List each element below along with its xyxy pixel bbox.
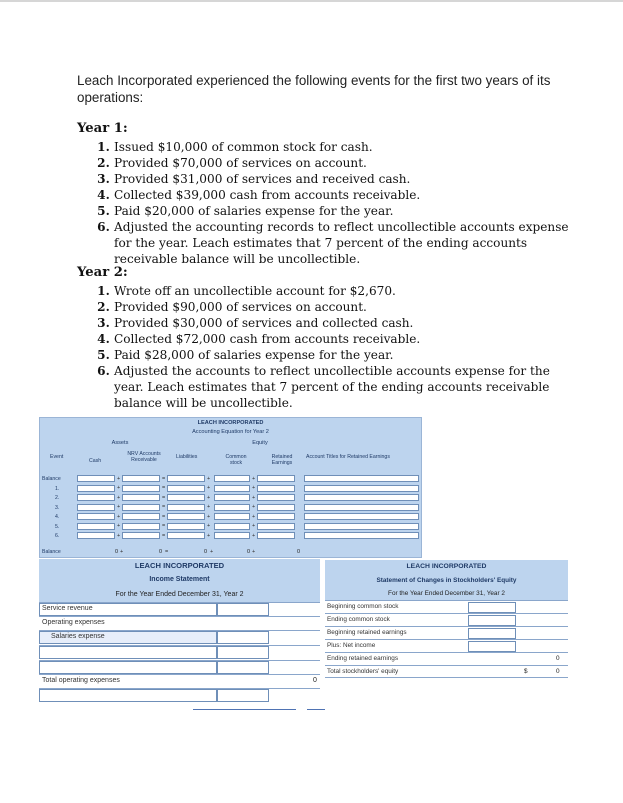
ending-cs-input[interactable] — [468, 615, 516, 626]
amount-input[interactable] — [167, 485, 205, 492]
equals-sign: = — [162, 513, 166, 520]
revenue-amount-input[interactable] — [217, 603, 269, 616]
year1-section — [77, 121, 577, 267]
account-title-input[interactable] — [304, 475, 419, 482]
plus-sign: + — [207, 475, 211, 482]
year1-item: 4. Collected $39,000 cash from accounts receivable. — [114, 187, 577, 203]
amount-input[interactable] — [122, 485, 160, 492]
plus-sign: + — [252, 485, 256, 491]
equals-sign: = — [162, 475, 166, 482]
amount-input[interactable] — [214, 494, 250, 501]
col-common: Common stock — [225, 454, 247, 466]
year2-item: 2. Provided $90,000 of services on account. — [114, 299, 577, 315]
income-row-revenue — [39, 602, 320, 615]
plus-sign: + — [252, 504, 256, 510]
salaries-amount-input[interactable] — [217, 631, 269, 644]
plus-sign: + — [207, 513, 211, 520]
blank2-label-input[interactable] — [39, 661, 217, 674]
beginning-cs-input[interactable] — [468, 602, 516, 613]
year2-list — [77, 283, 577, 411]
total-opex-label: Total operating expenses — [42, 677, 120, 684]
year2-section — [77, 265, 577, 411]
year2-heading: Year 2: — [77, 265, 128, 280]
col-cash: Cash — [89, 458, 102, 464]
year2-item: 1. Wrote off an uncollectible account for $2,670. — [114, 283, 577, 299]
se-row-beg-re — [325, 626, 568, 639]
plus-sign: + — [117, 485, 121, 491]
income-statement — [39, 559, 320, 706]
amount-input[interactable] — [257, 513, 295, 520]
plus-sign: + — [207, 504, 211, 510]
amount-input[interactable] — [214, 485, 250, 492]
year1-heading: Year 1: — [77, 121, 128, 136]
income-company: LEACH INCORPORATED — [39, 559, 320, 572]
amount-input[interactable] — [257, 532, 295, 539]
income-title: Income Statement — [39, 572, 320, 587]
event-label: 1. — [55, 485, 60, 492]
amount-input[interactable] — [77, 523, 115, 530]
equity-label: Equity — [252, 440, 268, 446]
plus-sign: + — [117, 494, 121, 501]
amount-input[interactable] — [122, 475, 160, 482]
income-row-salaries — [39, 630, 320, 643]
year1-item: 1. Issued $10,000 of common stock for cash. — [114, 139, 577, 155]
col-nrv: NRV Accounts Receivable — [127, 451, 161, 463]
se-title: Statement of Changes in Stockholders' Equity — [325, 574, 568, 587]
plus-sign: + — [117, 523, 121, 529]
equals-sign: = — [162, 523, 166, 529]
amount-input[interactable] — [77, 485, 115, 492]
year1-item: 6. Adjusted the accounting records to reflect uncollectible accounts expense for the year. Leach estimates that 7 percent of the ending accounts receivable balance will be uncollectible. — [114, 219, 577, 267]
ending-cs-label: Ending common stock — [327, 616, 390, 623]
col-event: Event — [50, 454, 64, 460]
equation-subtitle: Accounting Equation for Year 2 — [192, 429, 269, 435]
plus-sign: + — [207, 523, 211, 529]
se-row-beg-cs — [325, 600, 568, 613]
income-row-total — [39, 674, 320, 687]
blank1-label-input[interactable] — [39, 646, 217, 659]
blank1-amount-input[interactable] — [217, 646, 269, 659]
underline — [307, 709, 325, 710]
event-label: 2. — [55, 495, 60, 501]
plus-sign: + — [117, 475, 121, 482]
total-equity-label: Total stockholders' equity — [327, 668, 399, 675]
blank2-amount-input[interactable] — [217, 661, 269, 674]
amount-input[interactable] — [214, 475, 250, 482]
equals-sign: = — [162, 485, 166, 491]
se-company: LEACH INCORPORATED — [325, 560, 568, 574]
col-titles: Account Titles for Retained Earnings — [306, 454, 390, 460]
amount-input[interactable] — [167, 513, 205, 520]
plus-ni-label: Plus: Net income — [327, 642, 376, 649]
year1-item: 2. Provided $70,000 of services on account. — [114, 155, 577, 171]
operating-expenses-label: Operating expenses — [42, 619, 105, 626]
total-opex-value: 0 — [313, 677, 317, 684]
account-title-input[interactable] — [304, 485, 419, 492]
account-title-input[interactable] — [304, 532, 419, 539]
op-plus: + — [120, 549, 124, 555]
amount-input[interactable] — [122, 494, 160, 501]
amount-input[interactable] — [214, 523, 250, 530]
final-common: 0 — [246, 549, 250, 555]
event-label: 6. — [55, 533, 60, 539]
plus-sign: + — [207, 485, 211, 491]
salaries-label: Salaries expense — [51, 633, 105, 640]
year1-item: 3. Provided $31,000 of services and received cash. — [114, 171, 577, 187]
equals-sign: = — [162, 532, 166, 539]
event-label: 4. — [55, 514, 60, 520]
year2-item: 6. Adjusted the accounts to reflect uncollectible accounts expense for the year. Leach estimates that 7 percent of the ending accounts receivable balance will be uncollectible. — [114, 363, 577, 411]
plus-sign: + — [117, 532, 121, 539]
account-title-input[interactable] — [304, 523, 419, 530]
blank3-amount-input[interactable] — [217, 689, 269, 702]
year1-list — [77, 139, 577, 267]
year2-item: 4. Collected $72,000 cash from accounts receivable. — [114, 331, 577, 347]
final-cash: 0 — [114, 549, 118, 555]
op-plus: + — [252, 549, 256, 555]
col-retained: Retained Earnings — [271, 454, 293, 466]
equation-company: LEACH INCORPORATED — [197, 420, 264, 426]
amount-input[interactable] — [214, 532, 250, 539]
amount-input[interactable] — [257, 523, 295, 530]
final-balance-label: Balance — [42, 549, 61, 555]
beginning-re-input[interactable] — [468, 628, 516, 639]
ending-re-label: Ending retained earnings — [327, 655, 399, 662]
amount-input[interactable] — [77, 513, 115, 520]
amount-input[interactable] — [257, 485, 295, 492]
amount-input[interactable] — [257, 494, 295, 501]
event-label: 3. — [55, 504, 60, 511]
equity-statement — [325, 560, 568, 678]
top-border — [0, 0, 623, 2]
final-retained: 0 — [296, 549, 300, 555]
income-row-blank1 — [39, 645, 320, 658]
underline — [193, 709, 296, 710]
final-nrv: 0 — [158, 549, 162, 555]
equals-sign: = — [162, 504, 166, 510]
amount-input[interactable] — [167, 504, 205, 511]
se-row-end-re — [325, 652, 568, 665]
plus-sign: + — [117, 513, 121, 520]
account-title-input[interactable] — [304, 513, 419, 520]
revenue-label: Service revenue — [42, 605, 93, 612]
amount-input[interactable] — [167, 494, 205, 501]
event-label: Balance — [42, 476, 61, 482]
amount-input[interactable] — [122, 504, 160, 511]
amount-input[interactable] — [214, 513, 250, 520]
equals-sign: = — [162, 494, 166, 501]
plus-ni-input[interactable] — [468, 641, 516, 652]
year2-item: 3. Provided $30,000 of services and collected cash. — [114, 315, 577, 331]
year1-item: 5. Paid $20,000 of salaries expense for the year. — [114, 203, 577, 219]
plus-sign: + — [252, 494, 256, 501]
amount-input[interactable] — [167, 532, 205, 539]
amount-input[interactable] — [77, 504, 115, 511]
income-period: For the Year Ended December 31, Year 2 — [39, 587, 320, 602]
total-equity-value: 0 — [556, 668, 560, 675]
amount-input[interactable] — [122, 513, 160, 520]
beginning-cs-label: Beginning common stock — [327, 603, 399, 610]
final-liabilities: 0 — [203, 549, 207, 555]
se-row-end-cs — [325, 613, 568, 626]
blank3-label-input[interactable] — [39, 689, 217, 702]
ending-re-value: 0 — [556, 655, 560, 662]
intro-text: Leach Incorporated experienced the following events for the first two years of its operations: — [77, 73, 551, 105]
amount-input[interactable] — [77, 494, 115, 501]
amount-input[interactable] — [77, 532, 115, 539]
op-plus: + — [210, 549, 214, 555]
amount-input[interactable] — [257, 504, 295, 511]
event-label: 5. — [55, 523, 60, 530]
op-eq: = — [165, 549, 169, 555]
se-period: For the Year Ended December 31, Year 2 — [325, 587, 568, 600]
plus-sign: + — [207, 494, 211, 501]
amount-input[interactable] — [257, 475, 295, 482]
amount-input[interactable] — [77, 475, 115, 482]
beginning-re-label: Beginning retained earnings — [327, 629, 407, 636]
year2-item: 5. Paid $28,000 of salaries expense for the year. — [114, 347, 577, 363]
plus-sign: + — [252, 532, 256, 539]
plus-sign: + — [117, 504, 121, 510]
account-title-input[interactable] — [304, 494, 419, 501]
assets-label: Assets — [111, 440, 129, 446]
income-row-operating — [39, 616, 320, 629]
plus-sign: + — [252, 513, 256, 520]
plus-sign: + — [207, 532, 211, 539]
plus-sign: + — [252, 523, 256, 529]
currency-symbol: $ — [524, 668, 528, 675]
se-row-total — [325, 665, 568, 678]
amount-input[interactable] — [122, 523, 160, 530]
income-row-blank2 — [39, 660, 320, 673]
income-row-blank3 — [39, 688, 320, 701]
amount-input[interactable] — [214, 504, 250, 511]
col-liabilities: Liabilities — [176, 454, 198, 460]
account-title-input[interactable] — [304, 504, 419, 511]
amount-input[interactable] — [167, 523, 205, 530]
amount-input[interactable] — [122, 532, 160, 539]
amount-input[interactable] — [167, 475, 205, 482]
se-row-ni — [325, 639, 568, 652]
plus-sign: + — [252, 475, 256, 482]
accounting-equation-table — [39, 417, 422, 558]
